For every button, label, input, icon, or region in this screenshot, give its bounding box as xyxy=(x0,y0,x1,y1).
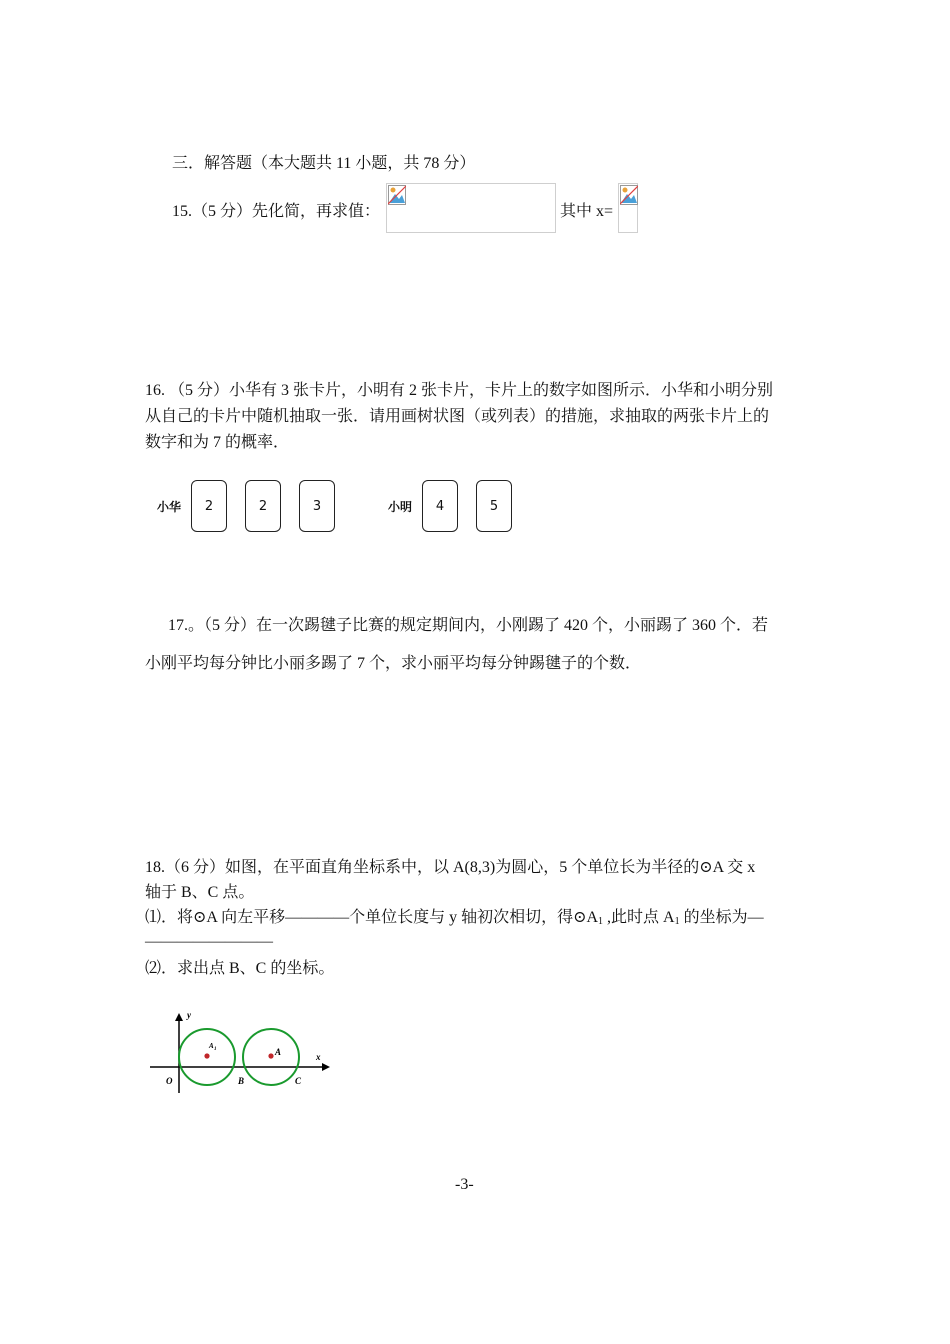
point-a1-subscript: 1 xyxy=(214,1047,217,1052)
q18-part-1-b: ,此时点 A xyxy=(603,909,675,926)
xiaoming-label: 小明 xyxy=(388,500,413,514)
q18-answer-blank: ———————— xyxy=(145,933,273,950)
q17-line-2: 小刚平均每分钟比小丽多踢了 7 个，求小丽平均每分钟踢毽子的个数． xyxy=(145,655,642,672)
section-heading: 三．解答题（本大题共 11 小题，共 78 分） xyxy=(172,155,476,172)
xiaohua-card-2: 2 xyxy=(245,480,281,532)
x-axis-label: x xyxy=(316,1052,321,1062)
broken-image-icon xyxy=(388,185,406,205)
point-c-label: C xyxy=(295,1076,302,1086)
q18-part-2: ⑵．求出点 B、C 的坐标。 xyxy=(145,960,335,977)
xiaoming-card-1: 4 xyxy=(422,480,458,532)
q16-line-1: 16. （5 分）小华有 3 张卡片，小明有 2 张卡片，卡片上的数字如图所示．小华和小明分别 xyxy=(145,382,774,399)
q16-line-3: 数字和为 7 的概率． xyxy=(145,434,290,451)
q16-line-2: 从自己的卡片中随机抽取一张．请用画树状图（或列表）的措施，求抽取的两张卡片上的 xyxy=(145,408,770,425)
point-a1-label: A xyxy=(209,1042,214,1050)
xiaohua-label: 小华 xyxy=(157,500,182,514)
x-axis-arrow xyxy=(322,1063,330,1071)
point-a xyxy=(268,1053,273,1058)
y-axis-label: y xyxy=(187,1010,191,1020)
origin-label: O xyxy=(166,1076,173,1086)
a1-subscript: 1 xyxy=(674,916,680,927)
page-number: -3- xyxy=(455,1176,474,1193)
point-a-label: A xyxy=(275,1047,282,1057)
point-b-label: B xyxy=(238,1076,245,1086)
q18-part-1-c: 的坐标为— xyxy=(679,909,764,926)
x-value-image xyxy=(618,183,638,233)
xiaohua-card-1: 2 xyxy=(191,480,227,532)
a1-subscript: 1 xyxy=(598,916,604,927)
q18-line-1: 18.（6 分）如图，在平面直角坐标系中，以 A(8,3)为圆心，5 个单位长为半径的⊙A 交 x xyxy=(145,859,756,876)
coordinate-figure xyxy=(140,1005,340,1100)
q15-where-text: 其中 x= xyxy=(560,203,614,220)
q17-line-1: 17.。（5 分）在一次踢毽子比赛的规定期间内，小刚踢了 420 个，小丽踢了 360 个．若 xyxy=(168,617,769,634)
broken-image-icon xyxy=(620,185,638,205)
xiaoming-card-2: 5 xyxy=(476,480,512,532)
xiaohua-card-3: 3 xyxy=(299,480,335,532)
q15-text: 15.（5 分）先化简，再求值： xyxy=(172,203,381,220)
expression-image xyxy=(386,183,556,233)
point-a1 xyxy=(204,1053,209,1058)
q18-part-1-a: ⑴．将⊙A 向左平移————个单位长度与 y 轴初次相切，得⊙A xyxy=(145,909,599,926)
q18-line-2: 轴于 B、C 点。 xyxy=(145,884,255,901)
y-axis-arrow xyxy=(175,1013,183,1021)
